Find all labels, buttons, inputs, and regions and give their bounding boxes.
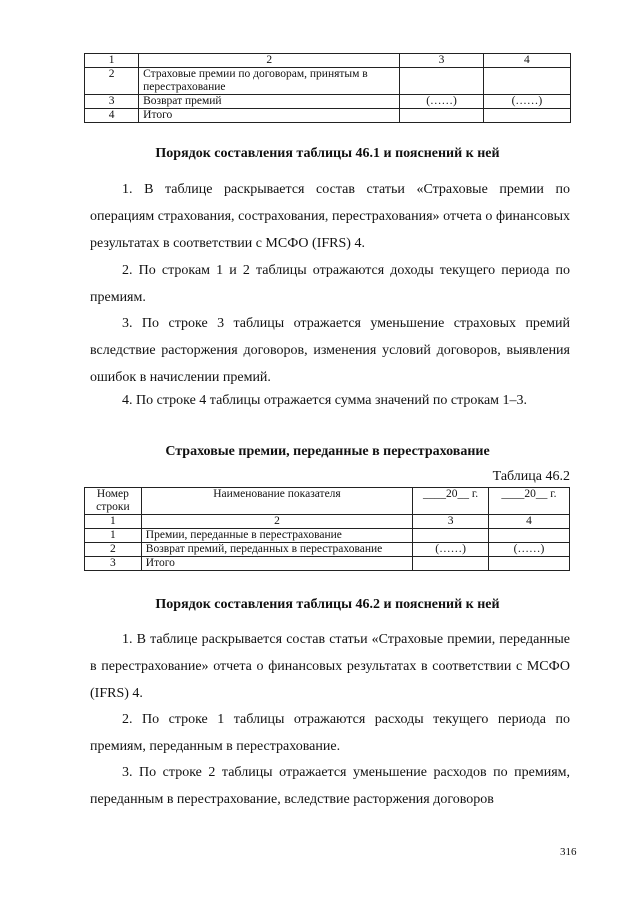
table-cell: 1 [85, 515, 142, 529]
section-heading-46-2: Порядок составления таблицы 46.2 и пояснений к ней [155, 597, 500, 612]
row-name: Премии, переданные в перестрахование [141, 529, 412, 543]
page-number: 316 [560, 846, 577, 858]
table-cell: 3 [413, 515, 489, 529]
row-value [413, 529, 489, 543]
row-number: 1 [85, 529, 142, 543]
table-row [85, 557, 570, 571]
paragraph: 4. По строке 4 таблицы отражается сумма значений по строкам 1–3. [122, 393, 528, 408]
row-value: (……) [400, 95, 484, 109]
row-name: Возврат премий [139, 95, 400, 109]
row-value [488, 557, 569, 571]
table-46-2 [84, 487, 570, 571]
paragraph: 1. В таблице раскрывается состав статьи «Страховые премии по операциям страхования, сострахования, перестрахования» отчета о финансовых результатах в соответствии с МСФО (IFRS) 4. [90, 182, 570, 251]
paragraph: 2. По строкам 1 и 2 таблицы отражаются доходы текущего периода по премиям. [90, 263, 570, 305]
header-name: Наименование показателя [141, 488, 412, 515]
table-row [85, 543, 570, 557]
table-row [85, 529, 570, 543]
row-number: 2 [85, 543, 142, 557]
table-cell: 1 [85, 54, 139, 68]
row-value [483, 109, 570, 123]
header-number: Номер строки [85, 488, 142, 515]
row-name: Страховые премии по договорам, принятым в перестрахование [139, 68, 400, 95]
paragraph: 3. По строке 2 таблицы отражается уменьшение расходов по премиям, переданным в перестрахование, вследствие расторжения договоров [90, 765, 570, 807]
paragraph: 3. По строке 3 таблицы отражается уменьшение страховых премий вследствие расторжения договоров, изменения условий договоров, выявления ошибок в начислении премий. [90, 316, 570, 385]
header-year: ____20__ г. [488, 488, 569, 515]
row-name: Итого [141, 557, 412, 571]
row-value [488, 529, 569, 543]
table-46-2-title: Страховые премии, переданные в перестрахование [165, 444, 490, 459]
row-value: (……) [488, 543, 569, 557]
row-number: 2 [85, 68, 139, 95]
table-row [85, 68, 571, 95]
table-index-row [85, 54, 571, 68]
row-number: 3 [85, 95, 139, 109]
section-heading-46-1: Порядок составления таблицы 46.1 и пояснений к ней [155, 146, 500, 161]
table-cell: 3 [400, 54, 484, 68]
row-name: Возврат премий, переданных в перестрахование [141, 543, 412, 557]
paragraph: 1. В таблице раскрывается состав статьи «Страховые премии, переданные в перестрахование» отчета о финансовых результатах в соответствии с МСФО (IFRS) 4. [90, 632, 570, 701]
table-cell: 2 [139, 54, 400, 68]
table-row [85, 109, 571, 123]
table-row [85, 95, 571, 109]
row-value: (……) [413, 543, 489, 557]
row-number: 4 [85, 109, 139, 123]
header-year: ____20__ г. [413, 488, 489, 515]
row-value [400, 68, 484, 95]
table-cell: 4 [488, 515, 569, 529]
table-header-row [85, 488, 570, 515]
table-46-1 [84, 53, 571, 123]
row-value [413, 557, 489, 571]
table-index-row [85, 515, 570, 529]
paragraph: 2. По строке 1 таблицы отражаются расходы текущего периода по премиям, переданным в перестрахование. [90, 712, 570, 754]
table-cell: 2 [141, 515, 412, 529]
row-number: 3 [85, 557, 142, 571]
table-label: Таблица 46.2 [492, 469, 570, 484]
row-value [483, 68, 570, 95]
row-name: Итого [139, 109, 400, 123]
row-value: (……) [483, 95, 570, 109]
table-cell: 4 [483, 54, 570, 68]
row-value [400, 109, 484, 123]
